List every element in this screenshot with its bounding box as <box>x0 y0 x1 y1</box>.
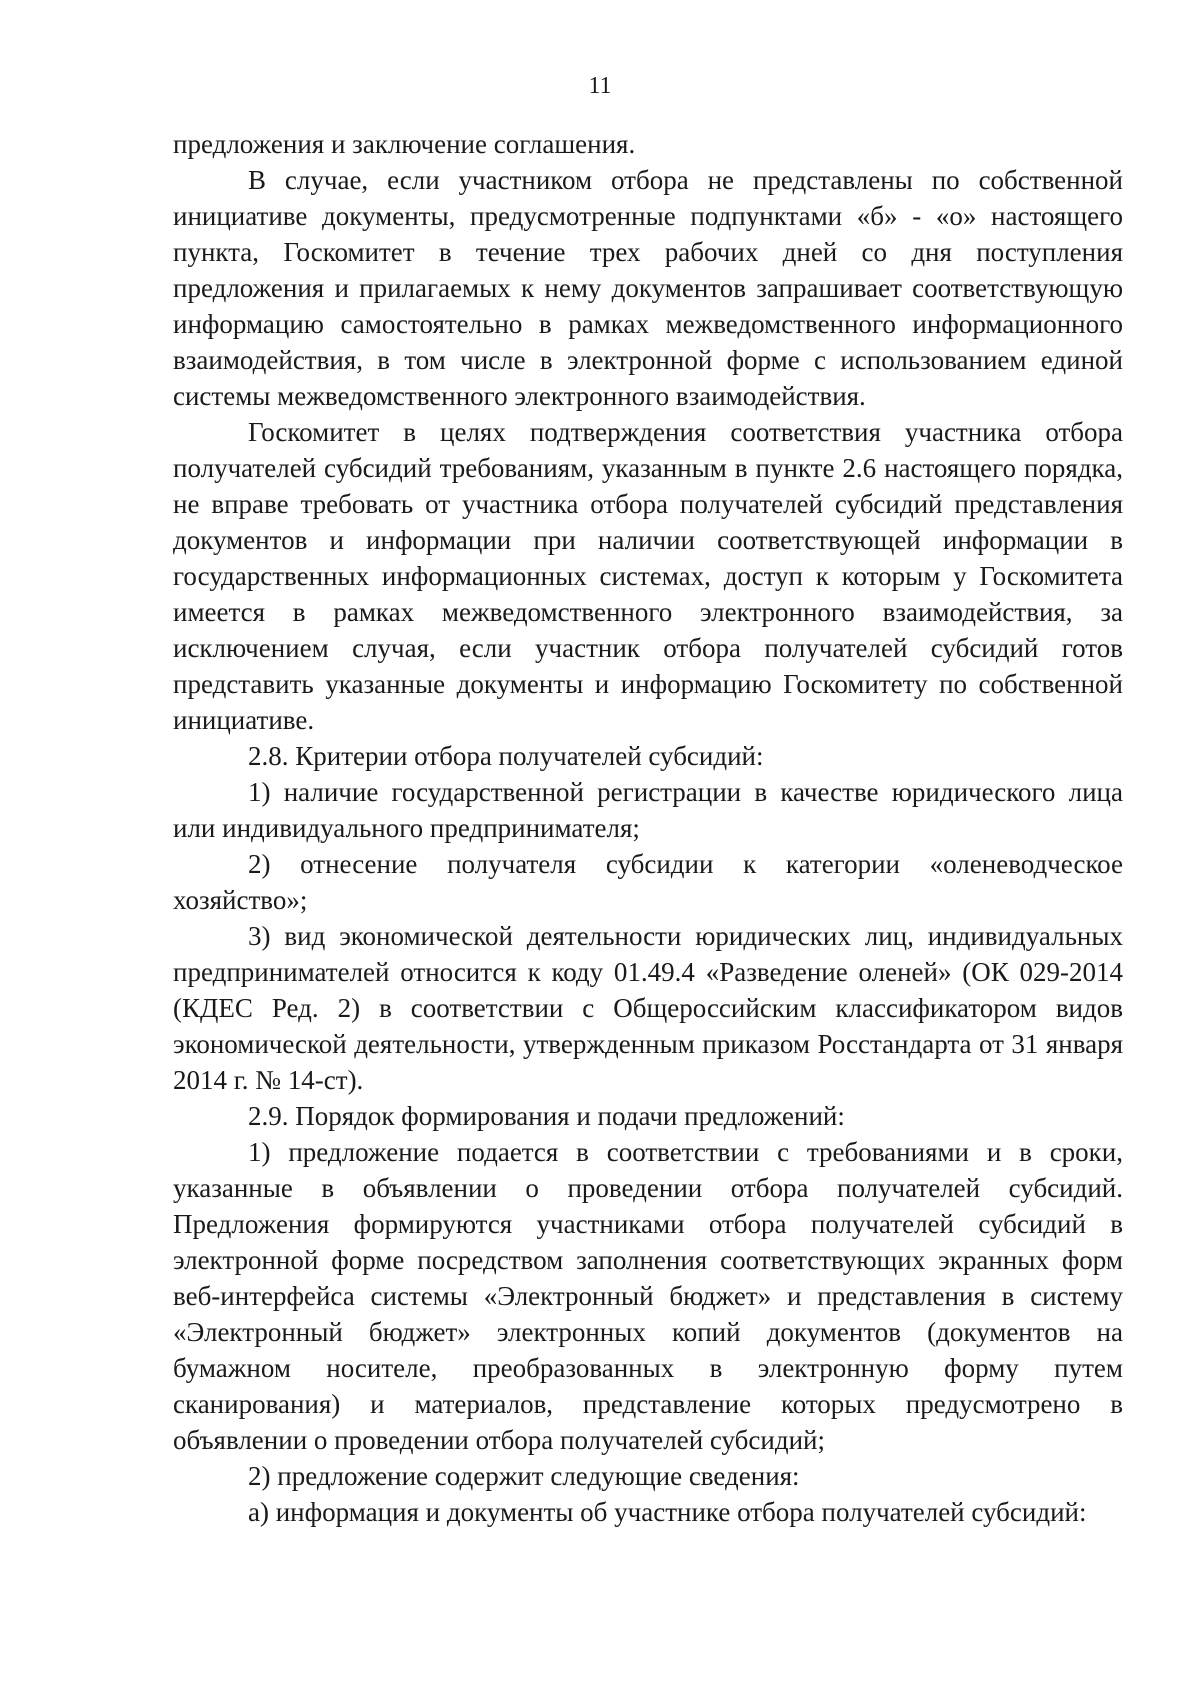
paragraph: 1) предложение подается в соответствии с требованиями и в сроки, указанные в объявлении о проведении отбора получателей субсидий. Предложения формируются участниками отбора получателей субсидий в электронной форме посредством заполнения соответствующих экранных форм веб-интерфейса системы «Электронный бюджет» и представления в систему «Электронный бюджет» электронных копий документов (документов на бумажном носителе, преобразованных в электронную форму путем сканирования) и материалов, представление которых предусмотрено в объявлении о проведении отбора получателей субсидий; <box>173 1137 1123 1455</box>
paragraph: 2.9. Порядок формирования и подачи предложений: <box>248 1101 845 1131</box>
paragraph: В случае, если участником отбора не представлены по собственной инициативе документы, предусмотренные подпунктами «б» - «о» настоящего пункта, Госкомитет в течение трех рабочих дней со дня поступления предложения и прилагаемых к нему документов запрашивает соответствующую информацию самостоятельно в рамках межведомственного информационного взаимодействия, в том числе в электронной форме с использованием единой системы межведомственного электронного взаимодействия. <box>173 165 1123 411</box>
page-number: 11 <box>588 73 612 99</box>
paragraph: 2) отнесение получателя субсидии к категории «оленеводческое хозяйство»; <box>173 849 1123 915</box>
paragraph: предложения и заключение соглашения. <box>173 129 636 159</box>
paragraph: 1) наличие государственной регистрации в качестве юридического лица или индивидуального предпринимателя; <box>173 777 1123 843</box>
paragraph: 3) вид экономической деятельности юридических лиц, индивидуальных предпринимателей относится к коду 01.49.4 «Разведение оленей» (ОК 029-2014 (КДЕС Ред. 2) в соответствии с Общероссийским классификатором видов экономической деятельности, утвержденным приказом Росстандарта от 31 января 2014 г. № 14-ст). <box>173 921 1123 1095</box>
paragraph: 2) предложение содержит следующие сведения: <box>248 1461 800 1491</box>
paragraph: 2.8. Критерии отбора получателей субсидий: <box>248 741 764 771</box>
document-body <box>173 126 1123 1530</box>
paragraph: Госкомитет в целях подтверждения соответствия участника отбора получателей субсидий требованиям, указанным в пункте 2.6 настоящего порядка, не вправе требовать от участника отбора получателей субсидий представления документов и информации при наличии соответствующей информации в государственных информационных системах, доступ к которым у Госкомитета имеется в рамках межведомственного электронного взаимодействия, за исключением случая, если участник отбора получателей субсидий готов представить указанные документы и информацию Госкомитету по собственной инициативе. <box>173 417 1123 735</box>
paragraph: а) информация и документы об участнике отбора получателей субсидий: <box>248 1497 1087 1527</box>
